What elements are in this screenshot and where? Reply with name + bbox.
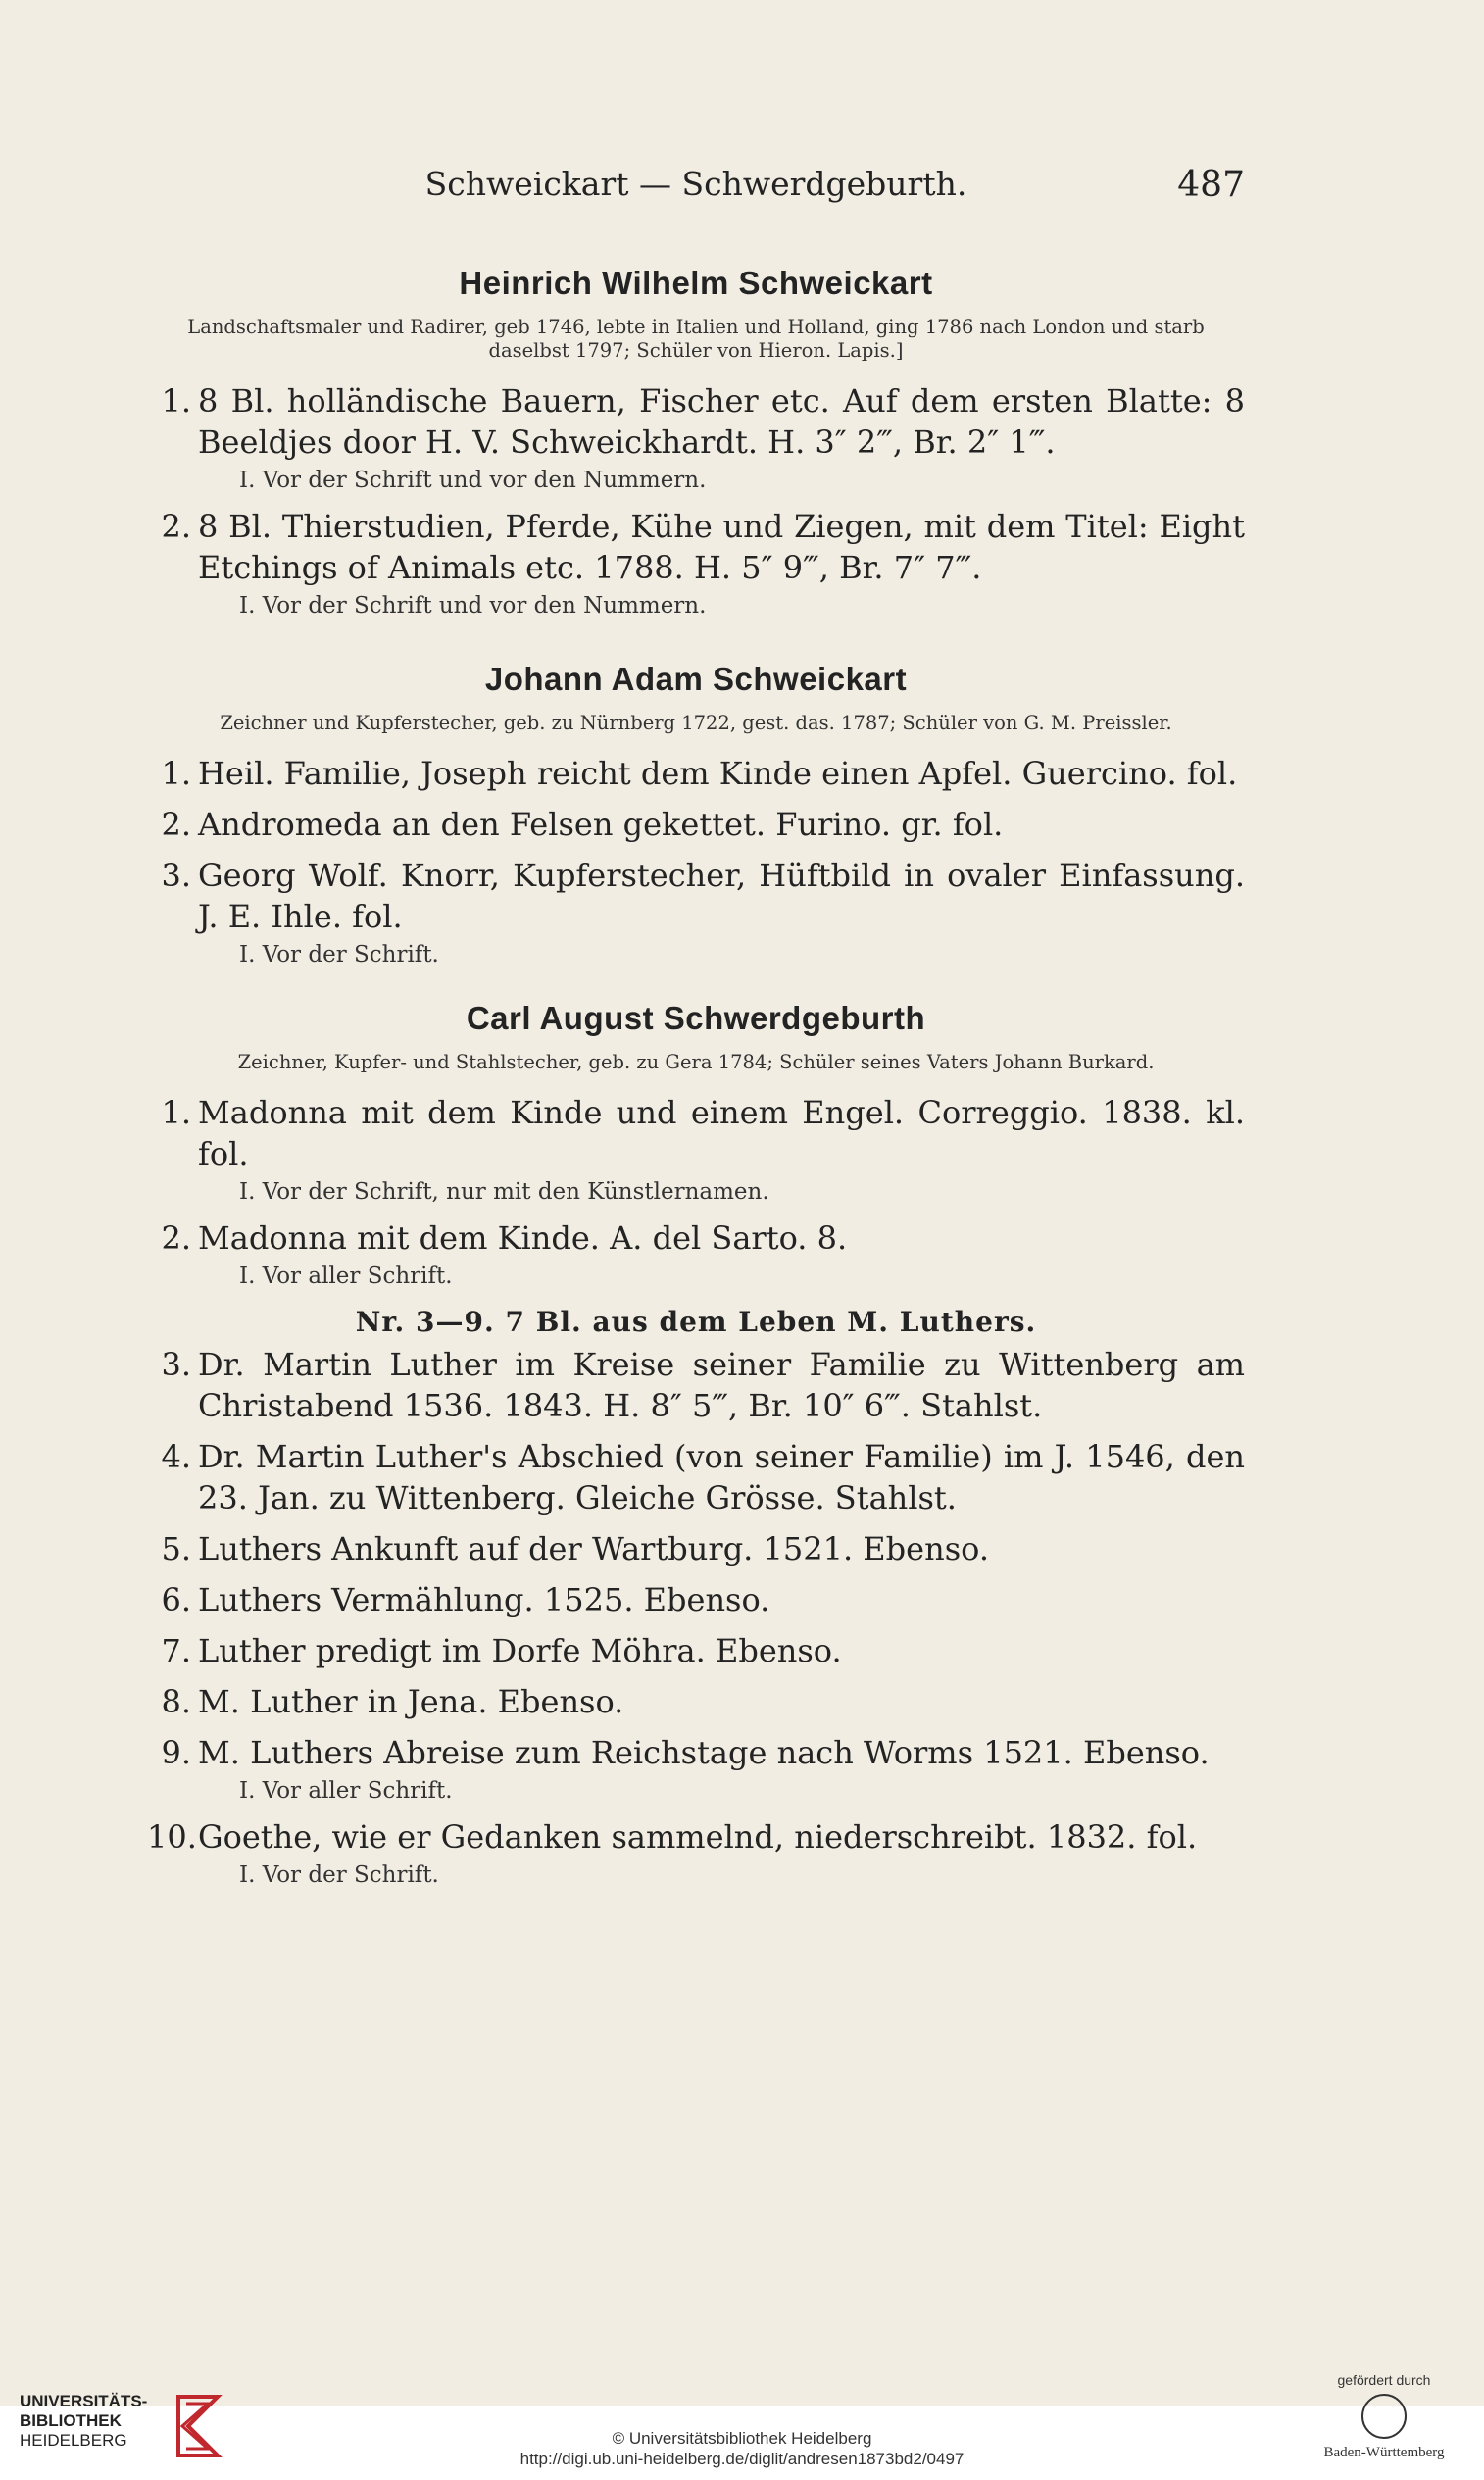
list-item (147, 1217, 1245, 1292)
list-item (147, 1816, 1245, 1891)
entry-number: 1. (161, 382, 191, 420)
entry-number: 3. (161, 857, 191, 894)
page-number: 487 (1177, 165, 1245, 205)
sponsor-block (1306, 2372, 1462, 2461)
entry-number: 2. (161, 1219, 191, 1257)
artist-section (147, 661, 1245, 970)
entry-note: I. Vor aller Schrift. (239, 1264, 453, 1289)
list-item (147, 855, 1245, 970)
artist-bio: Landschaftsmaler und Radirer, geb 1746, lebte in Italien und Holland, ging 1786 nach London und starb daselbst 1797; Schüler von Hieron. Lapis.] (187, 316, 1205, 362)
list-item (147, 1579, 1245, 1620)
list-item (147, 506, 1245, 621)
entry-number: 6. (161, 1581, 191, 1618)
entry-number: 9. (161, 1734, 191, 1771)
series-subheading: Nr. 3—9. 7 Bl. aus dem Leben M. Luthers. (355, 1306, 1037, 1338)
library-name-line1: UNIVERSITÄTS- (20, 2392, 148, 2410)
artist-name: Heinrich Wilhelm Schweickart (459, 265, 933, 301)
list-item (147, 1436, 1245, 1518)
list-item (147, 753, 1245, 794)
entry-text: Luther predigt im Dorfe Möhra. Ebenso. (198, 1632, 842, 1669)
entry-number: 5. (161, 1530, 191, 1567)
copyright-block (0, 2428, 1484, 2469)
entry-text: Dr. Martin Luther's Abschied (von seiner Familie) im J. 1546, den 23. Jan. zu Wittenberg. Gleiche Grösse. Stahlst. (198, 1438, 1245, 1516)
entry-number: 7. (161, 1632, 191, 1669)
entry-text: Andromeda an den Felsen gekettet. Furino. gr. fol. (198, 806, 1004, 843)
list-item (147, 1681, 1245, 1722)
entry-number: 3. (161, 1346, 191, 1383)
entry-note: I. Vor aller Schrift. (239, 1778, 453, 1804)
list-item (147, 804, 1245, 845)
copyright-text: © Universitätsbibliothek Heidelberg (612, 2429, 872, 2448)
list-item (147, 1732, 1245, 1807)
entry-number: 4. (161, 1438, 191, 1475)
entry-text: 8 Bl. Thierstudien, Pferde, Kühe und Ziegen, mit dem Titel: Eight Etchings of Animals etc. 1788. H. 5″ 9‴, Br. 7″ 7‴. (198, 508, 1245, 586)
entry-list (147, 753, 1245, 970)
sponsor-label: gefördert durch (1337, 2372, 1431, 2388)
artist-name: Carl August Schwerdgeburth (466, 1000, 926, 1036)
entry-number: 10. (147, 1818, 197, 1856)
entry-note: I. Vor der Schrift. (239, 1862, 439, 1888)
entry-number: 1. (161, 755, 191, 792)
entry-text: Madonna mit dem Kinde und einem Engel. Correggio. 1838. kl. fol. (198, 1094, 1245, 1172)
entry-list (147, 380, 1245, 621)
artist-section (147, 265, 1245, 621)
entry-number: 8. (161, 1683, 191, 1720)
list-item (147, 1092, 1245, 1208)
list-item (147, 1630, 1245, 1671)
artist-bio: Zeichner, Kupfer- und Stahlstecher, geb. zu Gera 1784; Schüler seines Vaters Johann Burkard. (237, 1051, 1155, 1073)
artist-name: Johann Adam Schweickart (484, 661, 908, 697)
entry-text: Heil. Familie, Joseph reicht dem Kinde einen Apfel. Guercino. fol. (198, 755, 1238, 792)
library-name-line2: BIBLIOTHEK (20, 2411, 122, 2430)
entry-note: I. Vor der Schrift. (239, 942, 439, 967)
entry-text: Luthers Vermählung. 1525. Ebenso. (198, 1581, 770, 1618)
entry-number: 1. (161, 1094, 191, 1131)
list-item (147, 1528, 1245, 1569)
entry-text: Dr. Martin Luther im Kreise seiner Familie zu Wittenberg am Christabend 1536. 1843. H. 8″ 5‴, Br. 10″ 6‴. Stahlst. (198, 1346, 1245, 1424)
entry-text: 8 Bl. holländische Bauern, Fischer etc. Auf dem ersten Blatte: 8 Beeldjes door H. V. Schweickhardt. H. 3″ 2‴, Br. 2″ 1‴. (198, 382, 1245, 461)
running-title: Schweickart — Schwerdgeburth. (424, 165, 967, 203)
list-item (147, 380, 1245, 496)
entry-note: I. Vor der Schrift, nur mit den Künstlernamen. (239, 1179, 769, 1205)
entry-note: I. Vor der Schrift und vor den Nummern. (239, 468, 707, 493)
library-name-line3: HEIDELBERG (20, 2431, 127, 2450)
sponsor-name: Baden-Württemberg (1323, 2445, 1445, 2460)
entry-text: Madonna mit dem Kinde. A. del Sarto. 8. (198, 1219, 848, 1257)
entry-text: M. Luthers Abreise zum Reichstage nach Worms 1521. Ebenso. (198, 1734, 1210, 1771)
entry-text: Luthers Ankunft auf der Wartburg. 1521. Ebenso. (198, 1530, 989, 1567)
entry-list (147, 1092, 1245, 1292)
running-header (147, 165, 1245, 223)
artist-bio: Zeichner und Kupferstecher, geb. zu Nürnberg 1722, gest. das. 1787; Schüler von G. M. Preissler. (220, 712, 1172, 734)
entry-number: 2. (161, 806, 191, 843)
artist-section (147, 1000, 1245, 1891)
entry-text: M. Luther in Jena. Ebenso. (198, 1683, 624, 1720)
entry-text: Goethe, wie er Gedanken sammelnd, niederschreibt. 1832. fol. (198, 1818, 1198, 1856)
entry-note: I. Vor der Schrift und vor den Nummern. (239, 593, 707, 619)
entry-text: Georg Wolf. Knorr, Kupferstecher, Hüftbild in ovaler Einfassung. J. E. Ihle. fol. (198, 857, 1245, 935)
page-content (147, 245, 1245, 1901)
source-url-link[interactable]: http://digi.ub.uni-heidelberg.de/diglit/andresen1873bd2/0497 (519, 2450, 965, 2468)
entry-list (147, 1344, 1245, 1891)
list-item (147, 1344, 1245, 1426)
state-seal-icon (1361, 2394, 1407, 2439)
entry-number: 2. (161, 508, 191, 545)
